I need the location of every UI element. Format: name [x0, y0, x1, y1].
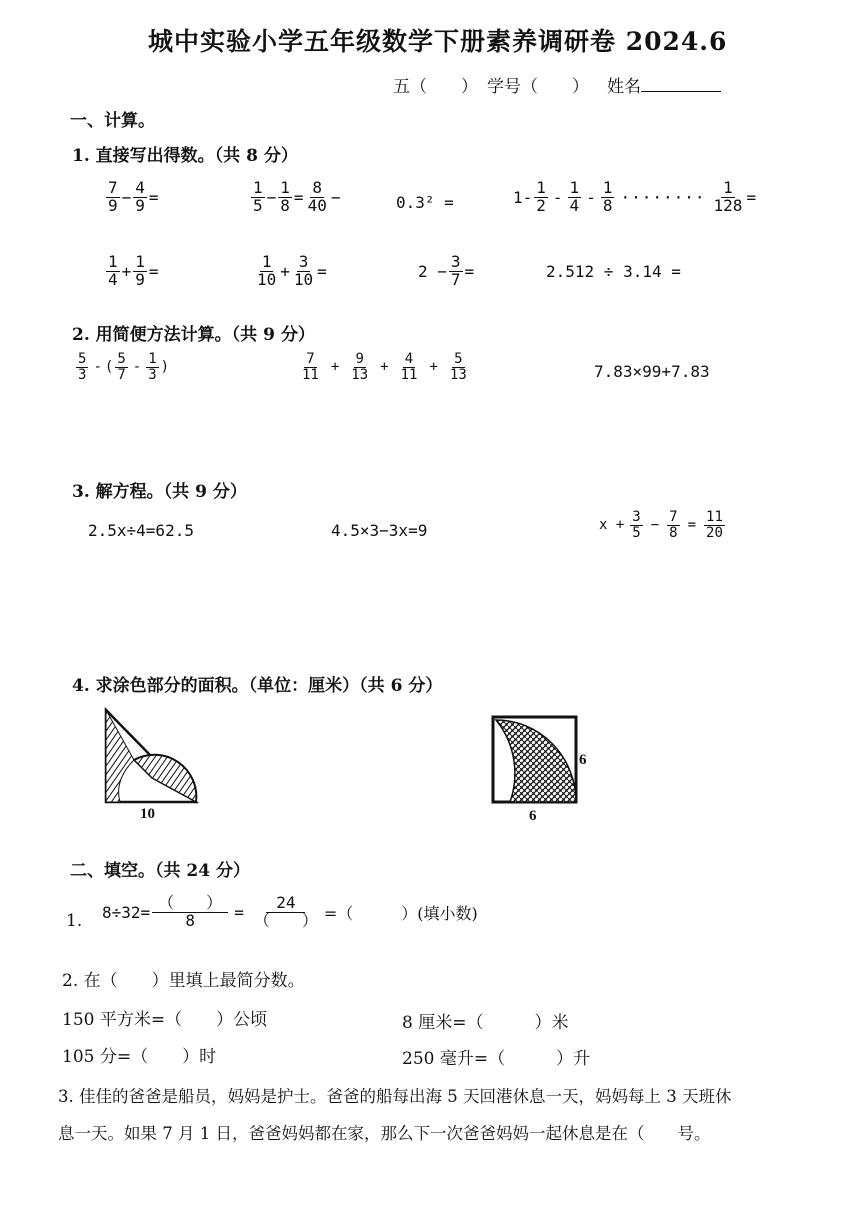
figure2-side-label: 6	[579, 752, 587, 768]
figure1-base-label: 10	[140, 806, 155, 822]
s2-q3-line2: 息一天。如果 7 月 1 日，爸爸妈妈都在家，那么下一次爸爸妈妈一起休息是在（ 号。	[58, 1124, 711, 1143]
fraction: $\frac{1}{2}$	[536, 178, 546, 215]
q2-expr-3: 7.83×99+7.83	[594, 362, 710, 381]
figure2-bottom-label: 6	[529, 808, 537, 824]
q1-item-1: $\frac{7}{9}$ − $\frac{4}{9}$ =	[108, 178, 159, 215]
fraction: $\frac{3}{10}$	[293, 252, 314, 289]
s2-q2-item-b: 8 厘米=（ ）米	[402, 1013, 569, 1033]
fraction: $\frac{1}{8}$	[602, 178, 613, 215]
s2-q2-item-c: 105 分=（ ）时	[62, 1047, 217, 1067]
figure-triangle-semicircle	[100, 704, 210, 808]
class-field: 五（ ）	[393, 77, 478, 97]
fraction: $\frac{1}{10}$	[257, 252, 277, 289]
fraction: $\frac{1}{4}$	[108, 252, 118, 289]
fraction: $\frac{7}{8}$	[669, 509, 678, 541]
q1-item-7: 2 − $\frac{3}{7}$ =	[418, 252, 475, 289]
fraction: $\frac{5}{13}$	[449, 351, 467, 383]
s2-q1-number: 1.	[66, 911, 83, 931]
fraction: $\frac{7}{9}$	[108, 178, 118, 215]
s2-q3-line1: 3. 佳佳的爸爸是船员，妈妈是护士。爸爸的船每出海 5 天回港休息一天，妈妈每上 3 天班休	[58, 1087, 732, 1106]
fraction: $\frac{4}{9}$	[135, 178, 145, 215]
q1-item-3: 0.3² =	[396, 193, 454, 212]
q1-item-8: 2.512 ÷ 3.14 =	[546, 262, 681, 281]
section1-heading: 一、计算。	[70, 111, 155, 131]
fraction-blank: $\frac{( )}{8}$	[152, 895, 228, 930]
fraction: $\frac{9}{13}$	[351, 351, 369, 383]
fraction: $\frac{4}{11}$	[400, 351, 418, 383]
q3-equation-2: 4.5×3−3x=9	[331, 521, 428, 540]
q3-equation-1: 2.5x÷4=62.5	[88, 521, 194, 540]
q1-item-5: $\frac{1}{4}$ + $\frac{1}{9}$ =	[108, 252, 159, 289]
student-number-field: 学号（ ）	[487, 77, 589, 97]
q1-item-6: $\frac{1}{10}$ + $\frac{3}{10}$ =	[257, 252, 327, 289]
q2-expr-1: $\frac{5}{3}$ - ( $\frac{5}{7}$ - $\frac{1}{3}$ )	[78, 351, 170, 383]
fraction: $\frac{11}{20}$	[706, 509, 723, 541]
fraction-blank: $\frac{24}{( )}$	[253, 893, 318, 930]
figure-square-crescent	[490, 714, 580, 806]
fraction: $\frac{7}{11}$	[302, 351, 319, 383]
shaded-region-semicircle	[134, 755, 196, 802]
fraction: $\frac{1}{9}$	[135, 252, 145, 289]
q3-equation-3: x + $\frac{3}{5}$ − $\frac{7}{8}$ = $\frac{11}{20}$	[599, 509, 723, 541]
fraction: $\frac{3}{7}$	[450, 252, 461, 289]
page-title: 城中实验小学五年级数学下册素养调研卷 2024.6	[148, 27, 728, 56]
q3-heading: 3. 解方程。（共 9 分）	[72, 482, 247, 502]
fraction: $\frac{1}{8}$	[280, 178, 290, 215]
handwritten-fraction: $\frac{8}{40}$	[307, 178, 327, 215]
q1-heading: 1. 直接写出得数。（共 8 分）	[72, 146, 298, 166]
q2-heading: 2. 用简便方法计算。（共 9 分）	[72, 325, 315, 345]
s2-q1-expression: 8÷32= $\frac{( )}{8}$ = $\frac{24}{( )}$ =（ ）(填小数)	[102, 893, 478, 930]
name-label: 姓名	[607, 77, 641, 97]
fraction: $\frac{1}{128}$	[713, 178, 743, 215]
name-blank	[641, 75, 721, 92]
q1-item-4: 1- $\frac{1}{2}$ - $\frac{1}{4}$ - $\frac{1}{8}$ ········ $\frac{1}{128}$ =	[513, 178, 757, 215]
s2-q2-item-a: 150 平方米=（ ）公顷	[62, 1010, 268, 1030]
fraction: $\frac{1}{3}$	[148, 351, 157, 383]
shaded-crescent	[496, 720, 576, 802]
q4-heading: 4. 求涂色部分的面积。（单位：厘米）（共 6 分）	[72, 676, 443, 696]
s2-q2-heading: 2. 在（ ）里填上最简分数。	[62, 971, 305, 991]
name-field	[607, 72, 721, 97]
ellipsis: ········	[620, 187, 706, 207]
q2-expr-2: $\frac{7}{11}$ + $\frac{9}{13}$ + $\frac{4}{11}$ + $\frac{5}{13}$	[302, 351, 467, 383]
fraction: $\frac{1}{4}$	[569, 178, 580, 215]
fraction: $\frac{1}{5}$	[253, 178, 263, 215]
q1-item-2: $\frac{1}{5}$ − $\frac{1}{8}$ = $\frac{8}{40}$ −	[253, 178, 341, 215]
s2-q2-item-d: 250 毫升=（ ）升	[402, 1049, 591, 1069]
fraction: $\frac{5}{7}$	[117, 351, 126, 383]
fraction: $\frac{3}{5}$	[632, 509, 641, 541]
fraction: $\frac{5}{3}$	[78, 351, 87, 383]
section2-heading: 二、填空。（共 24 分）	[70, 861, 250, 881]
